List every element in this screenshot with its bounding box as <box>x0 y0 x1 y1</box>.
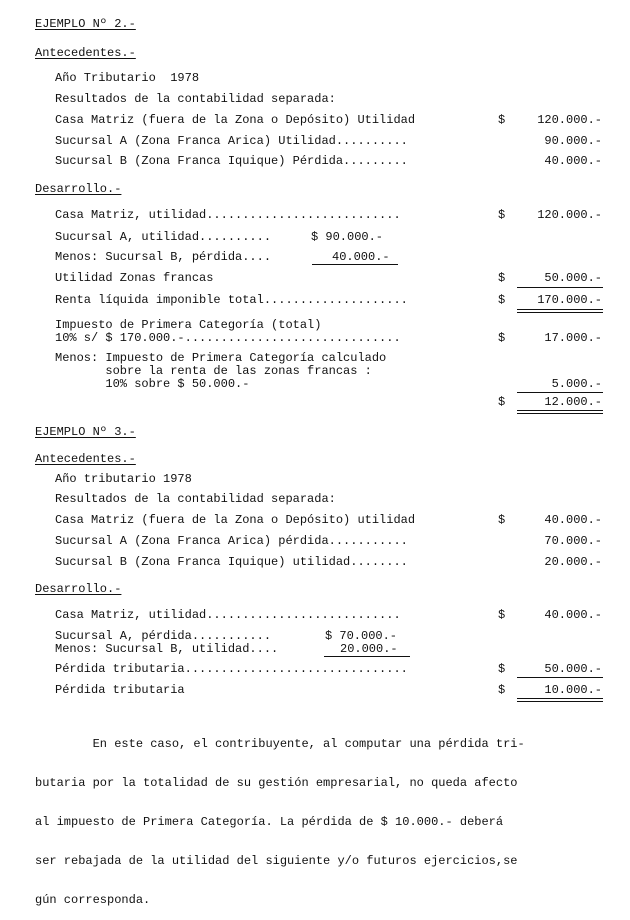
example-3-desarrollo-heading: Desarrollo.- <box>35 582 122 596</box>
example-3-results-label: Resultados de la contabilidad separada: <box>55 492 336 506</box>
currency-symbol: $ <box>498 293 506 307</box>
double-total-rule <box>517 698 603 702</box>
example-3-row-label: Sucursal A (Zona Franca Arica) pérdida........... <box>55 534 408 548</box>
example-2-renta-liquida-label: Renta líquida imponible total.................... <box>55 293 408 307</box>
example-2-sucursal-a-label: Sucursal A, utilidad.......... <box>55 230 272 244</box>
example-2-row-label: Sucursal A (Zona Franca Arica) Utilidad.......... <box>55 134 408 148</box>
example-3-row-amount: 40.000.- <box>544 513 602 527</box>
total-rule <box>517 287 603 288</box>
currency-symbol: $ <box>498 662 506 676</box>
example-2-menos-b-amount: 40.000.- <box>332 250 390 264</box>
currency-symbol: $ <box>498 395 506 409</box>
subtotal-rule <box>324 656 410 657</box>
example-3-perdida-final-amount: 10.000.- <box>544 683 602 697</box>
example-3-perdida-amount: 50.000.- <box>544 662 602 676</box>
example-3-row-amount: 20.000.- <box>544 555 602 569</box>
conclusion-line: butaria por la totalidad de su gestión empresarial, no queda afecto <box>35 776 518 790</box>
example-2-title: EJEMPLO Nº 2.- <box>35 17 136 31</box>
currency-symbol: $ <box>498 113 506 127</box>
example-3-row-label: Casa Matriz (fuera de la Zona o Depósito) utilidad <box>55 513 416 527</box>
conclusion-line: al impuesto de Primera Categoría. La pérdida de $ 10.000.- deberá <box>35 815 504 829</box>
conclusion-line: gún corresponda. <box>35 893 151 907</box>
example-2-impuesto-amount: 17.000.- <box>544 331 602 345</box>
example-3-row-amount: 70.000.- <box>544 534 602 548</box>
example-2-casa-matriz-label: Casa Matriz, utilidad........................... <box>55 208 401 222</box>
example-2-menos-impuesto-line1: Menos: Impuesto de Primera Categoría calculado <box>55 351 387 365</box>
currency-symbol: $ <box>498 271 506 285</box>
example-2-year: Año Tributario 1978 <box>55 71 200 85</box>
example-2-utilidad-zonas-amount: 50.000.- <box>544 271 602 285</box>
example-2-total-amount: 12.000.- <box>544 395 602 409</box>
example-3-sucursal-a-amount: $ 70.000.- <box>325 629 398 643</box>
example-2-sucursal-a-amount: $ 90.000.- <box>311 230 384 244</box>
conclusion-line: ser rebajada de la utilidad del siguiente y/o futuros ejercicios,se <box>35 854 518 868</box>
example-3-perdida-final-label: Pérdida tributaria <box>55 683 185 697</box>
conclusion-paragraph <box>35 712 603 920</box>
currency-symbol: $ <box>498 683 506 697</box>
example-2-impuesto-line1: Impuesto de Primera Categoría (total) <box>55 318 322 332</box>
example-2-casa-matriz-amount: 120.000.- <box>537 208 602 222</box>
double-total-rule <box>517 309 603 313</box>
currency-symbol: $ <box>498 208 506 222</box>
example-2-row-amount: 90.000.- <box>544 134 602 148</box>
example-3-year: Año tributario 1978 <box>55 472 192 486</box>
example-2-utilidad-zonas-label: Utilidad Zonas francas <box>55 271 214 285</box>
example-3-sucursal-a-label: Sucursal A, pérdida........... <box>55 629 272 643</box>
example-2-menos-impuesto-amount: 5.000.- <box>551 377 602 391</box>
example-3-title: EJEMPLO Nº 3.- <box>35 425 136 439</box>
total-rule <box>517 677 603 678</box>
example-2-impuesto-line2: 10% s/ $ 170.000.-.............................. <box>55 331 401 345</box>
example-2-antecedentes-heading: Antecedentes.- <box>35 46 136 60</box>
double-total-rule <box>517 410 603 414</box>
subtotal-rule <box>517 392 603 393</box>
example-2-row-amount: 120.000.- <box>537 113 602 127</box>
example-2-menos-impuesto-line3: 10% sobre $ 50.000.- <box>55 377 250 391</box>
example-2-menos-b-label: Menos: Sucursal B, pérdida.... <box>55 250 272 264</box>
example-2-row-label: Sucursal B (Zona Franca Iquique) Pérdida......... <box>55 154 408 168</box>
currency-symbol: $ <box>498 331 506 345</box>
example-3-perdida-label: Pérdida tributaria............................... <box>55 662 408 676</box>
example-2-renta-liquida-amount: 170.000.- <box>537 293 602 307</box>
example-2-desarrollo-heading: Desarrollo.- <box>35 182 122 196</box>
example-2-menos-impuesto-line2: sobre la renta de las zonas francas : <box>55 364 372 378</box>
example-2-results-label: Resultados de la contabilidad separada: <box>55 92 336 106</box>
example-2-row-label: Casa Matriz (fuera de la Zona o Depósito) Utilidad <box>55 113 416 127</box>
currency-symbol: $ <box>498 608 506 622</box>
conclusion-line: En este caso, el contribuyente, al computar una pérdida tri- <box>35 737 525 751</box>
example-3-row-label: Sucursal B (Zona Franca Iquique) utilidad........ <box>55 555 408 569</box>
currency-symbol: $ <box>498 513 506 527</box>
subtotal-rule <box>312 264 398 265</box>
example-3-casa-matriz-label: Casa Matriz, utilidad........................... <box>55 608 401 622</box>
example-3-menos-b-amount: 20.000.- <box>340 642 398 656</box>
example-3-antecedentes-heading: Antecedentes.- <box>35 452 136 466</box>
example-3-casa-matriz-amount: 40.000.- <box>544 608 602 622</box>
example-3-menos-b-label: Menos: Sucursal B, utilidad.... <box>55 642 279 656</box>
example-2-row-amount: 40.000.- <box>544 154 602 168</box>
